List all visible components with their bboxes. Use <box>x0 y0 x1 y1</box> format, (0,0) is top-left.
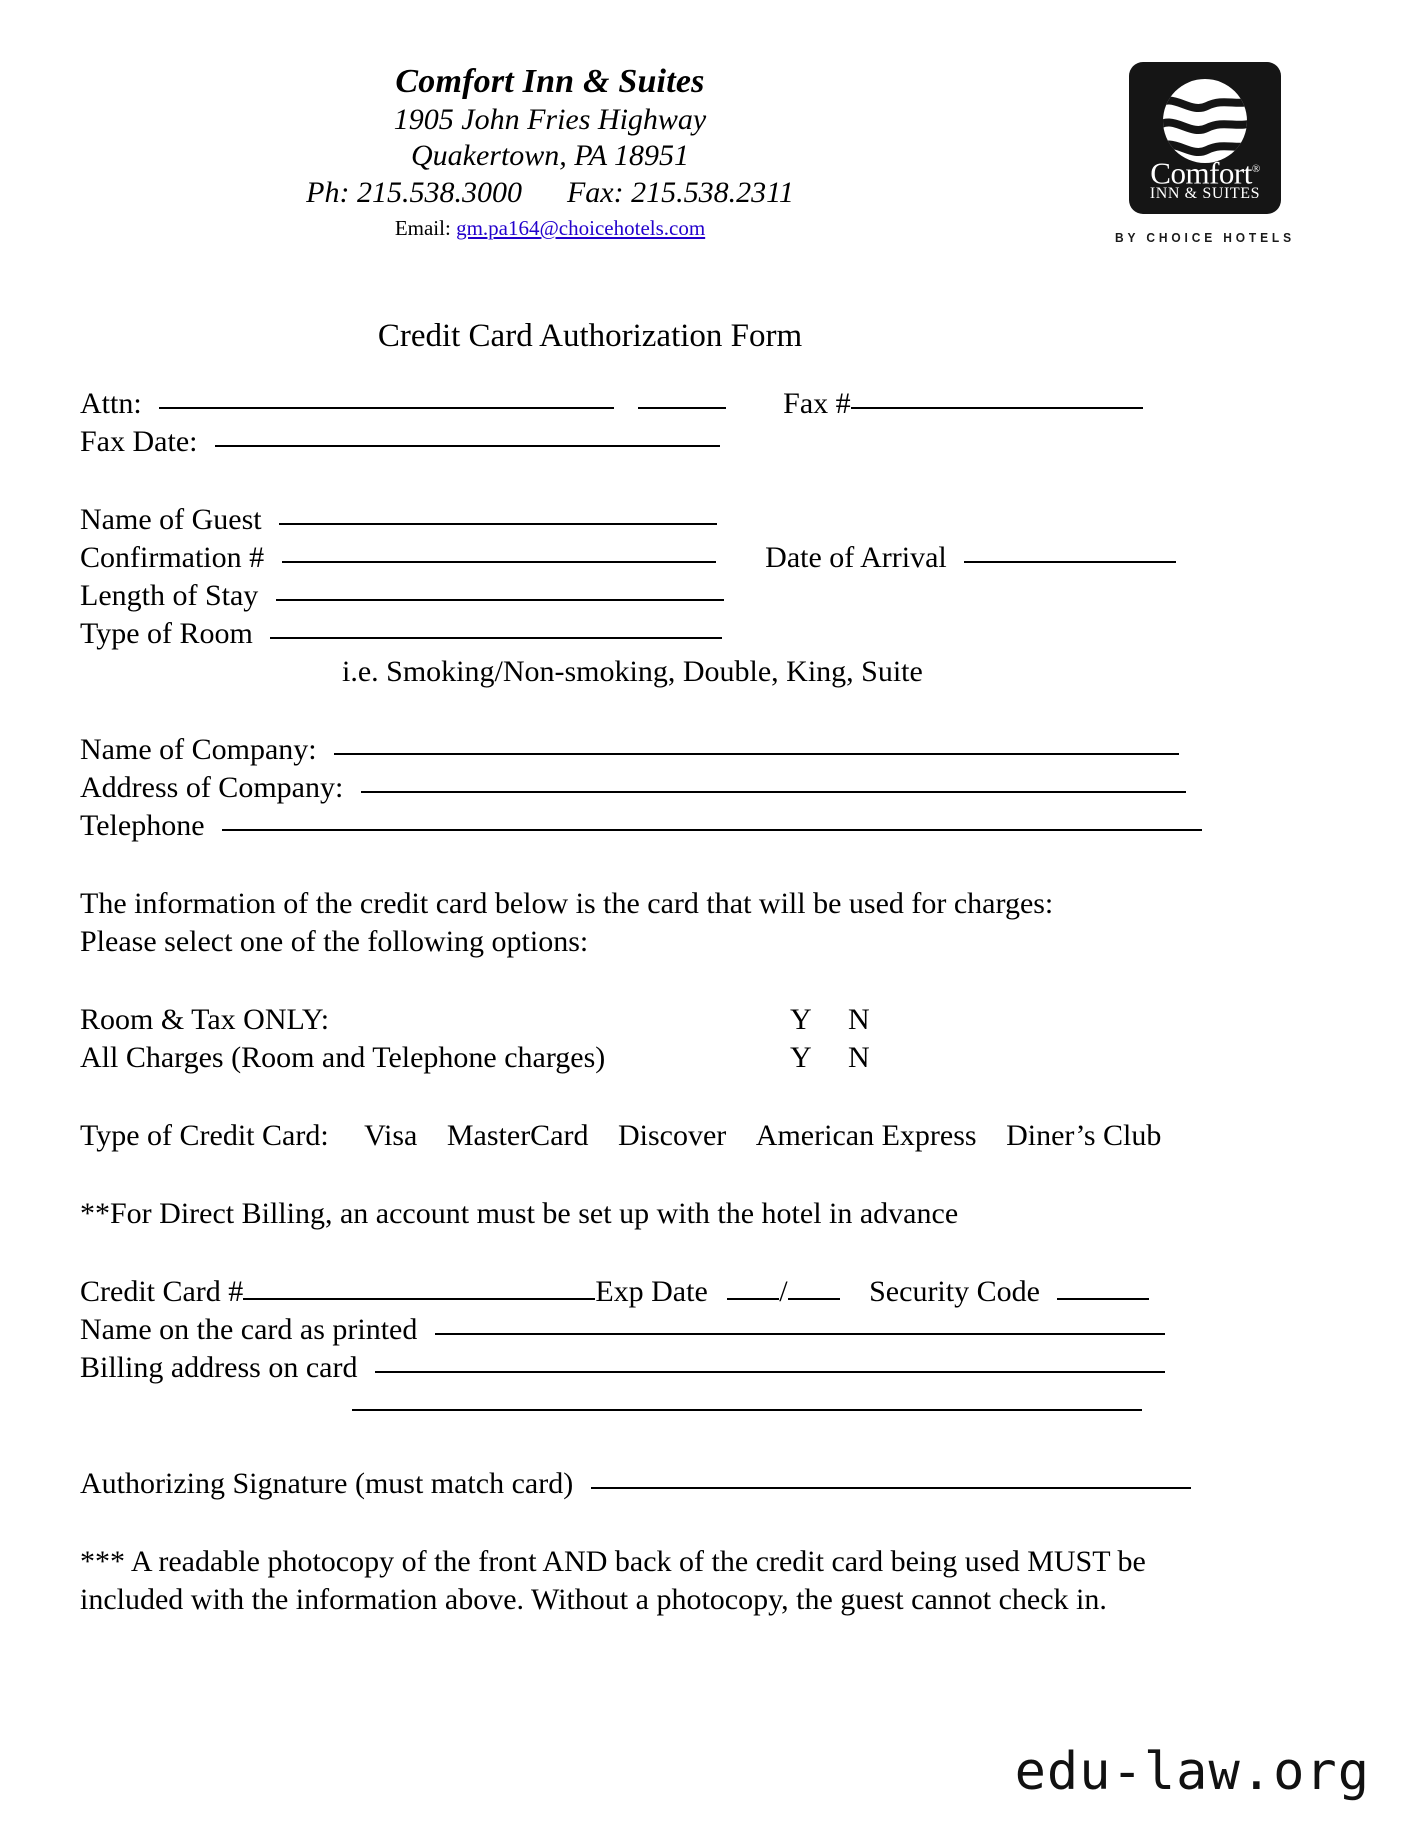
spacer <box>80 691 1340 731</box>
attn-label: Attn: <box>80 387 142 420</box>
card-type-option-visa[interactable]: Visa <box>364 1119 418 1152</box>
billing-address-row-2 <box>80 1387 1340 1425</box>
photocopy-note-line-2: included with the information above. Without a photocopy, the guest cannot check in. <box>80 1583 1107 1616</box>
exp-date-separator: / <box>779 1275 788 1308</box>
attn-input-blank[interactable] <box>159 385 614 409</box>
spacer <box>80 461 1340 501</box>
billing-address-label: Billing address on card <box>80 1351 358 1384</box>
page-title: Credit Card Authorization Form <box>377 318 803 354</box>
company-telephone-input-blank[interactable] <box>222 807 1202 831</box>
hotel-name: Comfort Inn & Suites <box>395 63 705 100</box>
date-of-arrival-input-blank[interactable] <box>964 539 1176 563</box>
security-code-input-blank[interactable] <box>1057 1280 1149 1300</box>
photocopy-note-line-1: *** A readable photocopy of the front AND back of the credit card being used MUST be <box>80 1545 1146 1578</box>
card-type-option-diners-club[interactable]: Diner’s Club <box>1006 1119 1162 1152</box>
company-address-row <box>80 769 1340 807</box>
card-type-label: Type of Credit Card: <box>80 1119 329 1152</box>
type-of-room-input-blank[interactable] <box>270 615 722 639</box>
direct-billing-note: **For Direct Billing, an account must be set up with the hotel in advance <box>80 1197 959 1230</box>
charge-option-room-tax-yes[interactable]: Y <box>790 1003 812 1036</box>
logo-badge <box>1129 62 1281 214</box>
charge-option-all-charges-no[interactable]: N <box>848 1041 870 1074</box>
confirmation-row <box>80 539 1340 577</box>
site-watermark: edu-law.org <box>1014 1742 1370 1802</box>
exp-date-year-blank[interactable] <box>788 1280 840 1300</box>
fax-date-row <box>80 423 1340 461</box>
credit-card-number-input-blank[interactable] <box>243 1280 595 1300</box>
type-of-room-label: Type of Room <box>80 617 253 650</box>
type-of-room-row <box>80 615 1340 653</box>
hotel-city-state-zip: Quakertown, PA 18951 <box>410 139 690 172</box>
charge-option-all-charges-yes[interactable]: Y <box>790 1041 812 1074</box>
signature-input-blank[interactable] <box>591 1465 1191 1489</box>
length-of-stay-input-blank[interactable] <box>276 577 724 601</box>
room-type-hint-row <box>80 653 1340 691</box>
company-name-row <box>80 731 1340 769</box>
spacer <box>80 1503 1340 1543</box>
form-body <box>80 385 1340 1619</box>
card-type-option-discover[interactable]: Discover <box>618 1119 727 1152</box>
spacer <box>80 1155 1340 1195</box>
name-on-card-label: Name on the card as printed <box>80 1313 418 1346</box>
card-type-row <box>80 1117 1340 1155</box>
instructions-line-2: Please select one of the following options: <box>80 925 589 958</box>
name-on-card-row <box>80 1311 1340 1349</box>
company-telephone-label: Telephone <box>80 809 205 842</box>
fax-date-input-blank[interactable] <box>215 423 720 447</box>
signature-row <box>80 1465 1340 1503</box>
credit-card-number-row <box>80 1273 1340 1311</box>
charge-option-room-tax-label: Room & Tax ONLY: <box>80 1003 330 1036</box>
confirmation-label: Confirmation # <box>80 541 265 574</box>
length-of-stay-label: Length of Stay <box>80 579 259 612</box>
attn-extra-blank[interactable] <box>638 385 726 409</box>
email-link[interactable]: gm.pa164@choicehotels.com <box>456 216 706 240</box>
spacer <box>80 845 1340 885</box>
exp-date-month-blank[interactable] <box>727 1280 779 1300</box>
spacer <box>80 1425 1340 1465</box>
comfort-inn-suites-logo <box>1100 62 1310 245</box>
date-of-arrival-label: Date of Arrival <box>765 541 947 574</box>
length-of-stay-row <box>80 577 1340 615</box>
company-name-input-blank[interactable] <box>334 731 1179 755</box>
credit-card-number-label: Credit Card # <box>80 1275 244 1308</box>
logo-sub-brand: INN & SUITES <box>1149 185 1261 202</box>
registered-trademark-icon: ® <box>1251 163 1260 175</box>
attn-row <box>80 385 1340 423</box>
signature-label: Authorizing Signature (must match card) <box>80 1467 574 1500</box>
email-label: Email: <box>394 216 457 240</box>
guest-name-row <box>80 501 1340 539</box>
fax-date-label: Fax Date: <box>80 425 198 458</box>
charge-option-room-tax <box>80 1001 1340 1039</box>
exp-date-label: Exp Date <box>595 1275 708 1308</box>
billing-address-input-blank-2[interactable] <box>352 1387 1142 1411</box>
logo-brand-text: Comfort <box>1150 155 1252 191</box>
hotel-contact-block <box>110 62 990 242</box>
confirmation-input-blank[interactable] <box>282 539 716 563</box>
guest-name-label: Name of Guest <box>80 503 262 536</box>
security-code-label: Security Code <box>869 1275 1040 1308</box>
spacer <box>80 1233 1340 1273</box>
fax-number-input-blank[interactable] <box>851 385 1143 409</box>
hotel-street-address: 1905 John Fries Highway <box>393 103 707 136</box>
fax-number-label: Fax # <box>783 387 851 420</box>
room-type-hint: i.e. Smoking/Non-smoking, Double, King, Suite <box>342 655 923 688</box>
name-on-card-input-blank[interactable] <box>435 1311 1165 1335</box>
hotel-phone-fax: Ph: 215.538.3000 Fax: 215.538.2311 <box>306 176 794 209</box>
card-type-option-american-express[interactable]: American Express <box>755 1119 977 1152</box>
logo-tagline: BY CHOICE HOTELS <box>1115 230 1295 245</box>
instructions-line-1: The information of the credit card below is the card that will be used for charges: <box>80 887 1054 920</box>
spacer <box>80 1077 1340 1117</box>
billing-address-input-blank[interactable] <box>375 1349 1165 1373</box>
hotel-email-line <box>110 214 990 242</box>
company-address-label: Address of Company: <box>80 771 344 804</box>
charge-option-all-charges <box>80 1039 1340 1077</box>
company-address-input-blank[interactable] <box>361 769 1186 793</box>
company-telephone-row <box>80 807 1340 845</box>
guest-name-input-blank[interactable] <box>279 501 717 525</box>
logo-brand-name <box>1129 154 1281 191</box>
billing-address-row <box>80 1349 1340 1387</box>
charge-option-room-tax-no[interactable]: N <box>848 1003 870 1036</box>
spacer <box>80 961 1340 1001</box>
charge-option-all-charges-label: All Charges (Room and Telephone charges) <box>80 1041 606 1074</box>
company-name-label: Name of Company: <box>80 733 317 766</box>
card-type-option-mastercard[interactable]: MasterCard <box>446 1119 589 1152</box>
